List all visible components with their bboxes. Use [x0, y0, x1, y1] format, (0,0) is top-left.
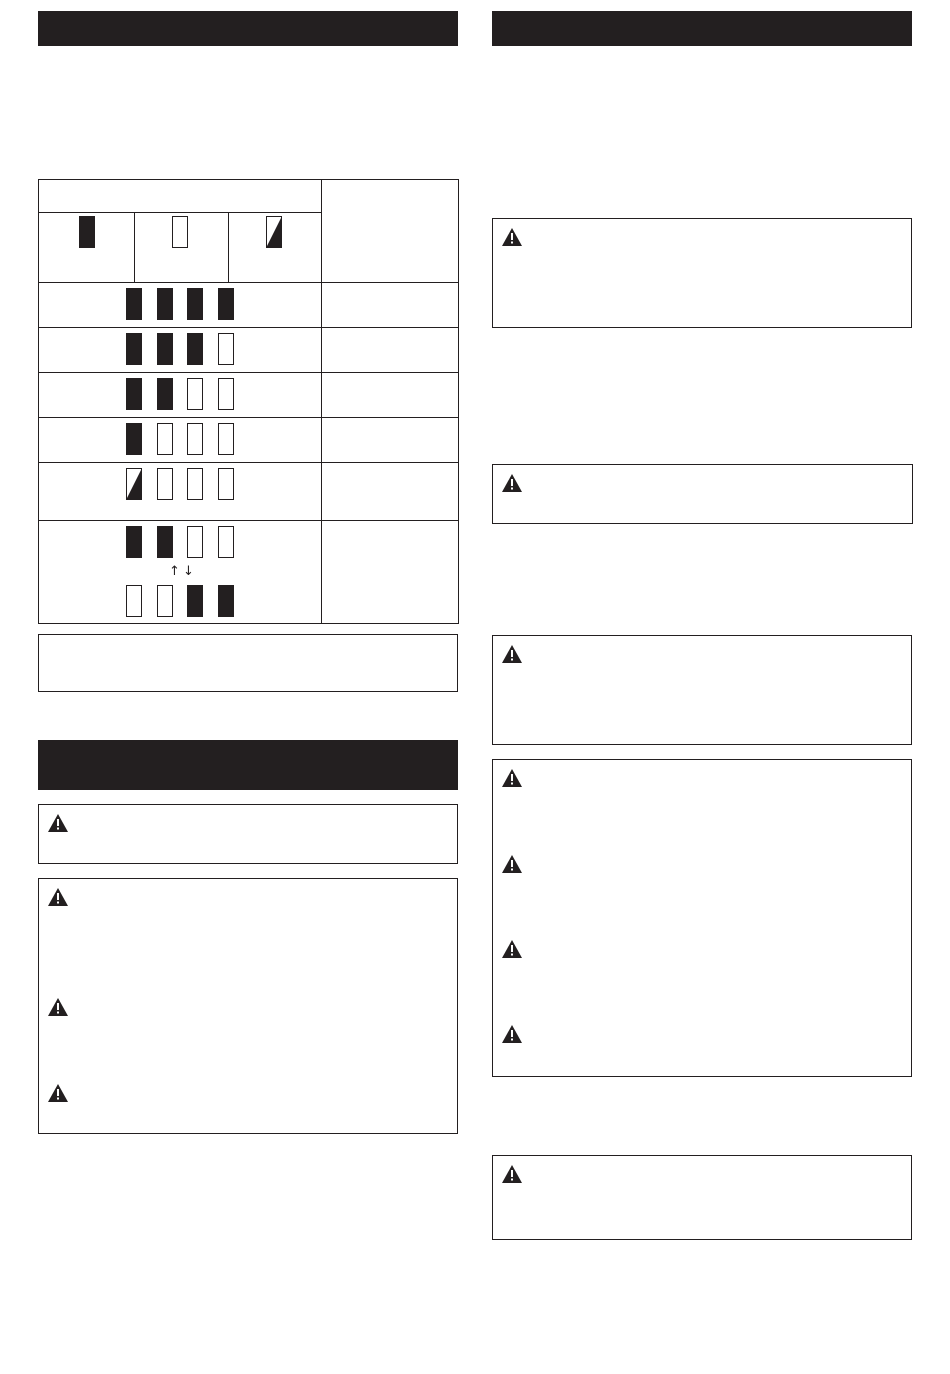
warning-box [492, 759, 912, 1077]
warning-triangle-icon [501, 644, 523, 664]
table-row-line [39, 520, 458, 521]
indicator-off-icon [218, 468, 234, 500]
indicator-lit-icon [157, 378, 173, 410]
indicator-off-icon [172, 216, 188, 248]
battery-indicator-table [38, 179, 459, 624]
indicator-blinking-icon [126, 468, 142, 500]
note-box [38, 634, 458, 692]
warning-triangle-icon [501, 854, 523, 874]
indicator-lit-icon [218, 585, 234, 617]
indicator-lit-icon [126, 526, 142, 558]
indicator-off-icon [218, 378, 234, 410]
table-row-line [39, 282, 458, 283]
warning-triangle-icon [47, 1083, 69, 1103]
indicator-off-icon [157, 585, 173, 617]
section-header-bar-right-top [492, 11, 912, 46]
warning-triangle-icon [47, 887, 69, 907]
indicator-lit-icon [157, 288, 173, 320]
table-divider-vertical [321, 180, 322, 623]
warning-triangle-icon [501, 473, 523, 493]
table-divider-header [39, 212, 321, 213]
warning-triangle-icon [501, 227, 523, 247]
warning-box [492, 635, 912, 745]
table-divider-legend-1 [134, 212, 135, 282]
warning-triangle-icon [501, 1164, 523, 1184]
arrow-up-icon: ↑ [169, 564, 180, 579]
warning-box [38, 804, 458, 864]
indicator-off-icon [157, 468, 173, 500]
section-header-bar-left-top [38, 11, 458, 46]
indicator-lit-icon [187, 288, 203, 320]
indicator-lit-icon [126, 423, 142, 455]
warning-box [492, 218, 912, 328]
warning-box [38, 878, 458, 1134]
warning-box [492, 1155, 912, 1240]
warning-box [492, 464, 913, 524]
indicator-off-icon [218, 526, 234, 558]
indicator-off-icon [187, 423, 203, 455]
table-row-line [39, 372, 458, 373]
warning-triangle-icon [47, 997, 69, 1017]
warning-triangle-icon [47, 813, 69, 833]
indicator-off-icon [218, 423, 234, 455]
warning-triangle-icon [501, 1024, 523, 1044]
indicator-lit-icon [157, 333, 173, 365]
indicator-off-icon [187, 378, 203, 410]
indicator-lit-icon [126, 288, 142, 320]
table-divider-legend-2 [228, 212, 229, 282]
indicator-lit-icon [126, 378, 142, 410]
table-row-line [39, 417, 458, 418]
indicator-lit-icon [79, 216, 95, 248]
warning-triangle-icon [501, 768, 523, 788]
section-header-bar-left-bottom [38, 740, 458, 790]
indicator-off-icon [187, 526, 203, 558]
indicator-off-icon [126, 585, 142, 617]
indicator-lit-icon [187, 333, 203, 365]
indicator-off-icon [157, 423, 173, 455]
indicator-blinking-icon [266, 216, 282, 248]
indicator-lit-icon [218, 288, 234, 320]
indicator-lit-icon [187, 585, 203, 617]
indicator-lit-icon [157, 526, 173, 558]
table-row-line [39, 327, 458, 328]
indicator-off-icon [187, 468, 203, 500]
table-row-line [39, 462, 458, 463]
arrow-down-icon: ↓ [183, 564, 194, 579]
indicator-off-icon [218, 333, 234, 365]
warning-triangle-icon [501, 939, 523, 959]
indicator-lit-icon [126, 333, 142, 365]
